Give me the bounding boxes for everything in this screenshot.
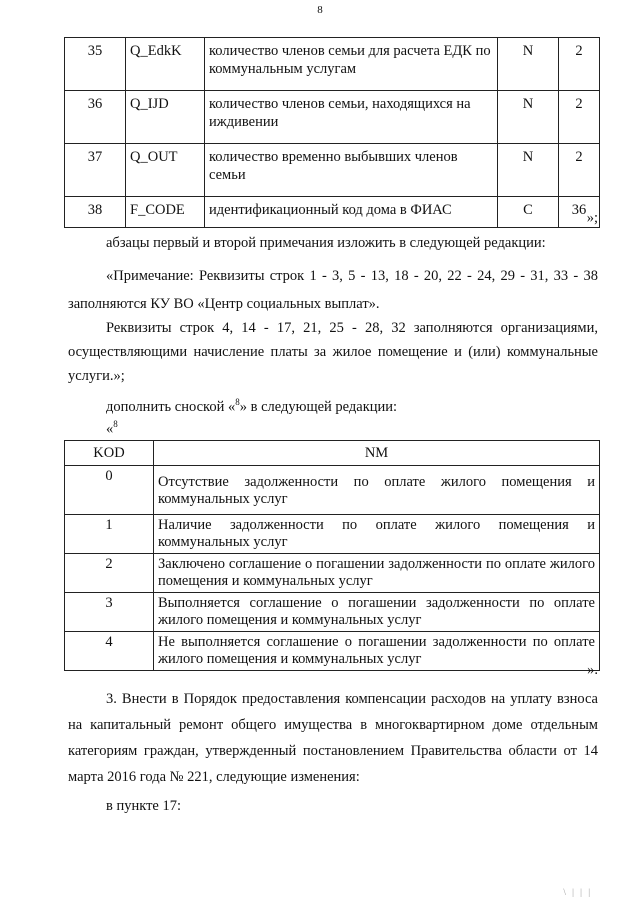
header-nm: NM bbox=[154, 441, 600, 466]
field-type: N bbox=[498, 38, 559, 91]
footnote-marker: 8 bbox=[235, 397, 240, 407]
field-length: 2 bbox=[559, 144, 600, 197]
paragraph-note: «Примечание: Реквизиты строк 1 - 3, 5 - 13, 18 - 20, 22 - 24, 29 - 31, 33 - 38 заполняются КУ ВО «Центр социальных выплат». bbox=[68, 268, 598, 312]
field-description: количество членов семьи для расчета ЕДК по коммунальным услугам bbox=[205, 38, 498, 91]
fields-table bbox=[64, 37, 600, 228]
table-header-row bbox=[65, 441, 600, 466]
row-number: 37 bbox=[65, 144, 126, 197]
nm-cell: Отсутствие задолженности по оплате жилого помещения и коммунальных услуг bbox=[154, 466, 600, 515]
field-code: Q_EdkK bbox=[126, 38, 205, 91]
footnote-text-b: » в следующей редакции: bbox=[239, 399, 398, 415]
field-length: 2 bbox=[559, 91, 600, 144]
kod-cell: 1 bbox=[65, 515, 154, 554]
field-description: количество временно выбывших членов семьи bbox=[205, 144, 498, 197]
row-number: 38 bbox=[65, 197, 126, 228]
table2-close-mark: ». bbox=[587, 662, 598, 678]
kod-cell: 3 bbox=[65, 593, 154, 632]
header-kod: KOD bbox=[65, 441, 154, 466]
field-length: 36 bbox=[559, 197, 600, 228]
field-type: N bbox=[498, 91, 559, 144]
kod-cell: 0 bbox=[65, 466, 154, 515]
nm-cell: Наличие задолженности по оплате жилого помещения и коммунальных услуг bbox=[154, 515, 600, 554]
nm-cell: Не выполняется соглашение о погашении задолженности по оплате жилого помещения и коммунальных услуг bbox=[154, 632, 600, 671]
kod-cell: 2 bbox=[65, 554, 154, 593]
nm-cell: Выполняется соглашение о погашении задолженности по оплате жилого помещения и коммунальных услуг bbox=[154, 593, 600, 632]
table1-close-mark: »; bbox=[586, 210, 598, 226]
table-row bbox=[65, 91, 600, 144]
field-code: Q_OUT bbox=[126, 144, 205, 197]
section-3-item: в пункте 17: bbox=[106, 798, 182, 814]
page-number: 8 bbox=[317, 4, 323, 16]
table-row bbox=[65, 515, 600, 554]
footnote-open-marker: 8 bbox=[113, 419, 118, 429]
row-number: 35 bbox=[65, 38, 126, 91]
field-length: 2 bbox=[559, 38, 600, 91]
debt-status-table bbox=[64, 440, 600, 671]
field-type: C bbox=[498, 197, 559, 228]
nm-cell: Заключено соглашение о погашении задолженности по оплате жилого помещения и коммунальных услуг bbox=[154, 554, 600, 593]
table-row bbox=[65, 554, 600, 593]
table-row bbox=[65, 38, 600, 91]
table-row bbox=[65, 466, 600, 515]
footnote-open bbox=[68, 414, 598, 440]
field-code: F_CODE bbox=[126, 197, 205, 228]
field-type: N bbox=[498, 144, 559, 197]
field-description: количество членов семьи, находящихся на иждивении bbox=[205, 91, 498, 144]
paragraph-requisites: Реквизиты строк 4, 14 - 17, 21, 25 - 28, 32 заполняются организациями, осуществляющими начисление платы за жилое помещение и (или) коммунальные услуги.»; bbox=[68, 320, 598, 384]
footnote-open-quote: « bbox=[106, 421, 114, 437]
footnote-text-a: дополнить сноской « bbox=[106, 399, 236, 415]
field-description: идентификационный код дома в ФИАС bbox=[205, 197, 498, 228]
section-3-text: 3. Внести в Порядок предоставления компенсации расходов на уплату взноса на капитальный ремонт общего имущества в многоквартирном доме отдельным категориям граждан, утвержденный постановлением Правительства области от 14 марта 2016 года № 221, следующие изменения: bbox=[68, 691, 598, 785]
row-number: 36 bbox=[65, 91, 126, 144]
field-code: Q_IJD bbox=[126, 91, 205, 144]
paragraph-1: абзацы первый и второй примечания изложить в следующей редакции: bbox=[106, 235, 546, 251]
table-row bbox=[65, 593, 600, 632]
kod-cell: 4 bbox=[65, 632, 154, 671]
table-row bbox=[65, 144, 600, 197]
scan-mark: \ | | | bbox=[563, 887, 592, 897]
